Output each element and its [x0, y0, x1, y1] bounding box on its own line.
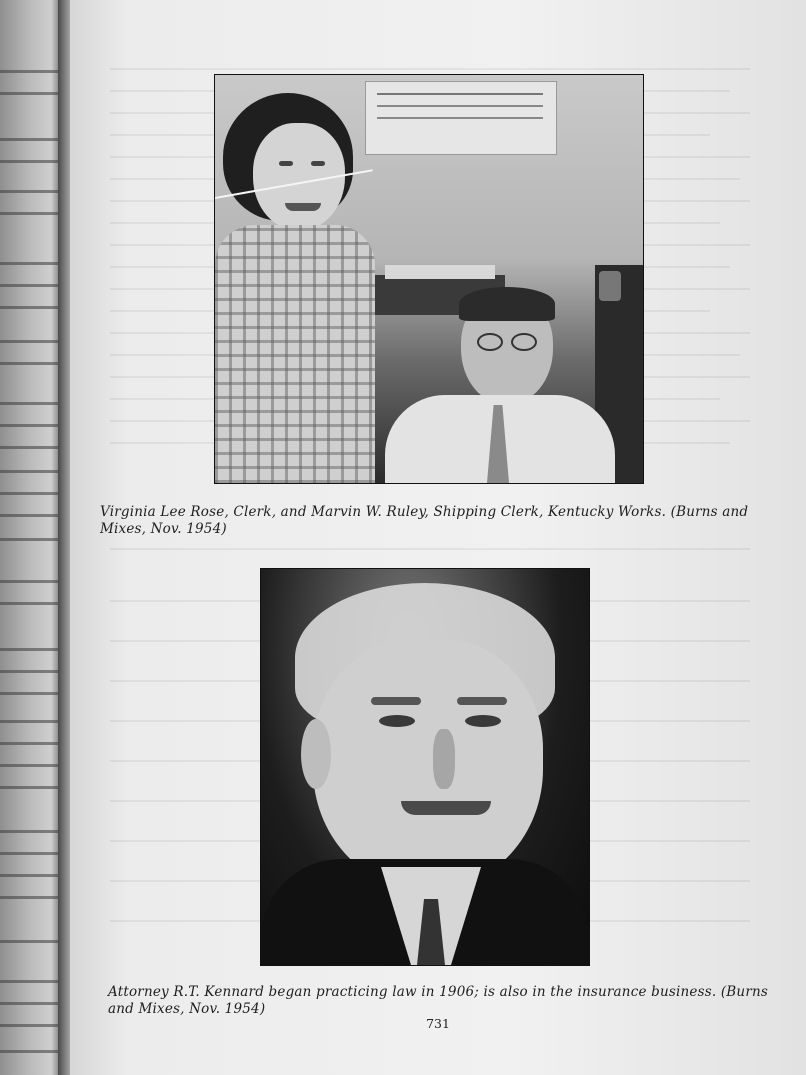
page-number: 731	[426, 1016, 450, 1031]
book-page	[70, 0, 806, 1075]
photo-kennard	[260, 568, 590, 966]
facing-page-edge	[0, 0, 64, 1075]
caption-photo-1: Virginia Lee Rose, Clerk, and Marvin W. Ruley, Shipping Clerk, Kentucky Works. (Burns and Mixes, Nov. 1954)	[100, 504, 749, 537]
photo-rose-and-ruley	[214, 74, 644, 484]
caption-photo-2: Attorney R.T. Kennard began practicing law in 1906; is also in the insurance business. (Burns and Mixes, Nov. 1954)	[108, 984, 769, 1017]
